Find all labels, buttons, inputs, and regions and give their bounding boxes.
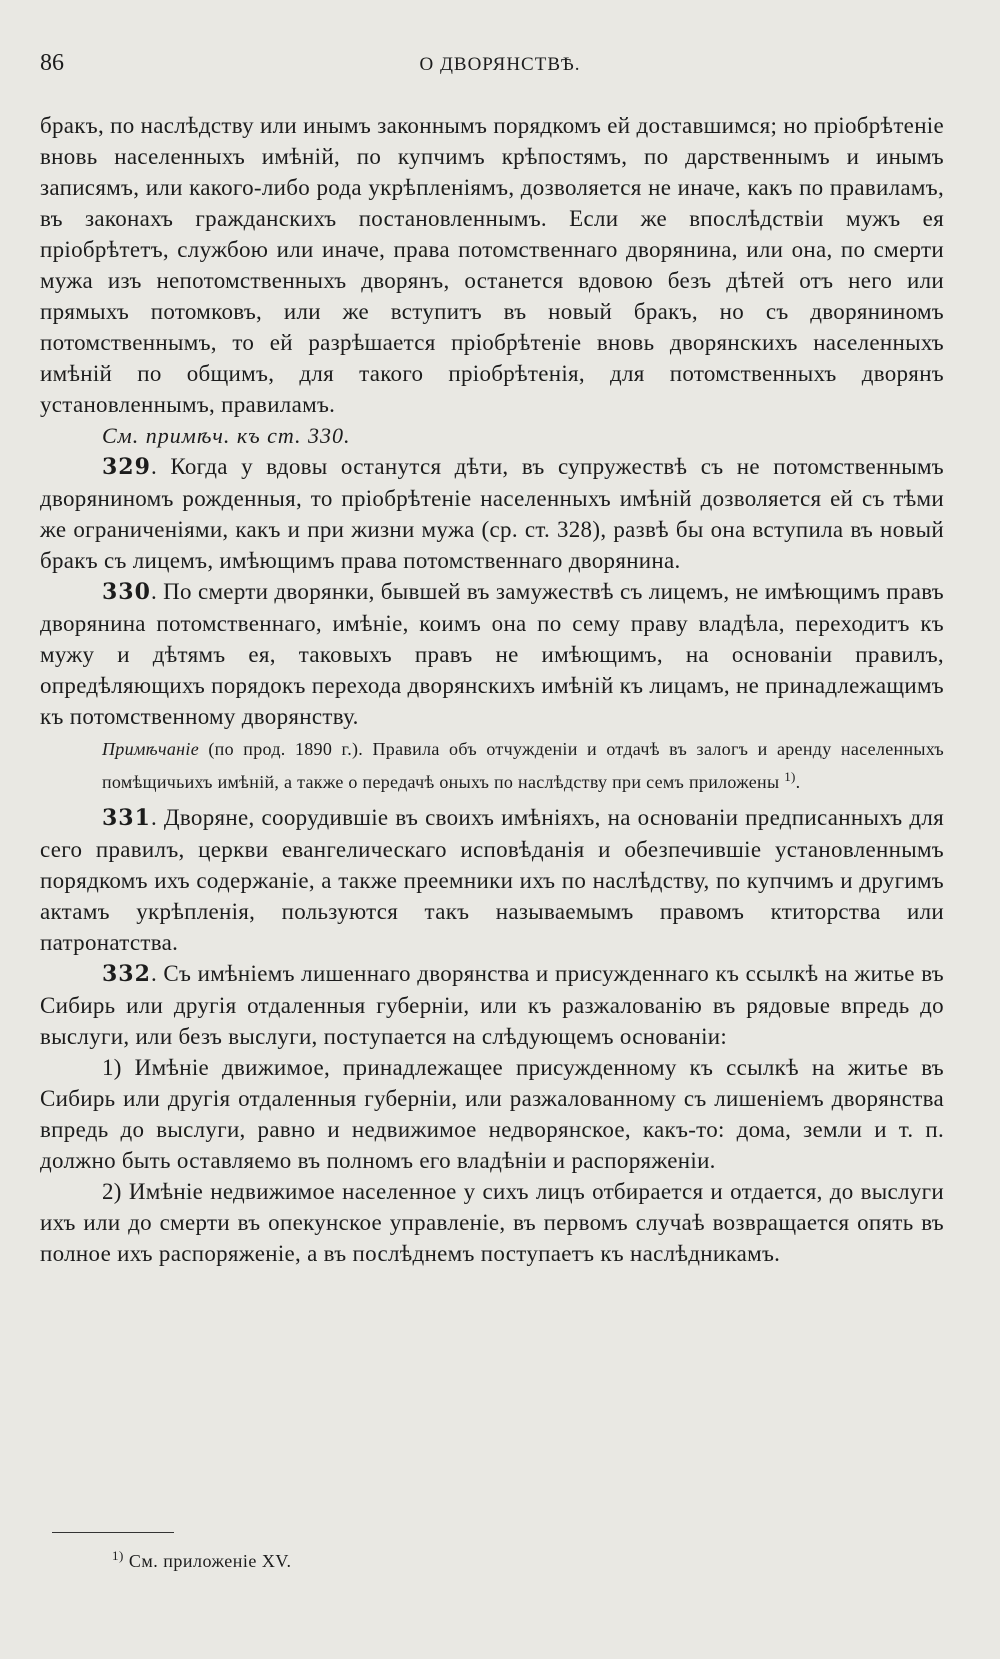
footnote-number: 1) [112, 1548, 124, 1563]
article-number: 332 [102, 961, 151, 987]
footnote-text: См. приложеніе XV. [123, 1551, 292, 1571]
list-item-1: 1) Имѣніе движимое, принадлежащее присужденному къ ссылкѣ на житье въ Сибирь или другія отдаленныя губерніи, или разжалованному съ лишеніемъ дворянства впредь до выслуги, равно и недвижимое недворянское, какъ-то: дома, земли и т. п. должно быть оставляемо въ полномъ его владѣніи и распоряженіи. [40, 1055, 944, 1173]
article-331 [40, 802, 944, 958]
article-text: . Дворяне, соорудившіе въ своихъ имѣніяхъ, на основаніи предписанныхъ для сего правилъ, церкви евангелическаго исповѣданія и обезпечившіе установленнымъ порядкомъ ихъ содержаніе, а также преемники ихъ по наслѣдству, по купчимъ и другимъ актамъ укрѣпленія, пользуются такъ называемымъ правомъ ктиторства или патронатства. [40, 805, 944, 955]
note-text: (по прод. 1890 г.). Правила объ отчужденіи и отдачѣ въ залогъ и аренду населенныхъ помѣщичьихъ имѣній, а также о передачѣ оныхъ по наслѣдству при семъ приложены [102, 739, 944, 792]
paragraph-continuation: бракъ, по наслѣдству или инымъ законнымъ порядкомъ ей доставшимся; но пріобрѣтеніе вновь населенныхъ имѣній, по купчимъ крѣпостямъ, по дарственнымъ и инымъ записямъ, или какого-либо рода укрѣпленіямъ, дозволяется не иначе, какъ по правиламъ, въ законахъ гражданскихъ постановленнымъ. Если же впослѣдствіи мужъ ея пріобрѣтетъ, службою или иначе, права потомственнаго дворянина, или она, по смерти мужа изъ непотомственныхъ дворянъ, останется вдовою безъ дѣтей отъ него или прямыхъ потомковъ, или же вступитъ въ новый бракъ, но съ дворяниномъ потомственнымъ, то ей разрѣшается пріобрѣтеніе вновь дворянскихъ населенныхъ имѣній по общимъ, для такого пріобрѣтенія, для потомственныхъ дворянъ установленнымъ, правиламъ. [40, 113, 944, 417]
page-body [40, 110, 944, 1269]
article-number: 330 [102, 579, 151, 605]
article-330 [40, 576, 944, 732]
list-item-2: 2) Имѣніе недвижимое населенное у сихъ лицъ отбирается и отдается, до выслуги ихъ или до смерти въ опекунское управленіе, въ первомъ случаѣ возвращается опять въ полное ихъ распоряженіе, а въ послѣднемъ поступаетъ къ наслѣдникамъ. [40, 1179, 944, 1266]
article-text: . Съ имѣніемъ лишеннаго дворянства и присужденнаго къ ссылкѣ на житье въ Сибирь или другія отдаленныя губерніи, или къ разжалованію въ рядовые впредь до выслуги, или безъ выслуги, поступается на слѣдующемъ основаніи: [40, 961, 944, 1049]
footnote-divider [52, 1532, 174, 1533]
footnote-marker: 1) [784, 769, 796, 784]
cross-reference: См. примѣч. къ ст. 330. [102, 423, 351, 448]
article-text: . Когда у вдовы останутся дѣти, въ супружествѣ съ не потомственнымъ дворяниномъ рожденныя, то пріобрѣтеніе населенныхъ имѣній дозволяется ей съ тѣми же ограниченіями, какъ и при жизни мужа (ср. ст. 328), развѣ бы она вступила въ новый бракъ съ лицемъ, имѣющимъ права потомственнаго дворянина. [40, 454, 944, 573]
article-number: 331 [102, 805, 151, 831]
note-block: Примѣчаніе (по прод. 1890 г.). Правила объ отчужденіи и отдачѣ въ залогъ и аренду населенныхъ помѣщичьихъ имѣній, а также о передачѣ оныхъ по наслѣдству при семъ приложены $^{1)}$. [102, 739, 944, 792]
article-number: 329 [102, 454, 151, 480]
article-332 [40, 958, 944, 1052]
article-329 [40, 451, 944, 576]
running-title: О ДВОРЯНСТВѢ. [419, 54, 581, 75]
article-text: . По смерти дворянки, бывшей въ замужествѣ съ лицемъ, не имѣющимъ правъ дворянина потомственнаго, имѣніе, коимъ она по сему праву владѣла, переходитъ къ мужу и дѣтямъ ея, таковыхъ правъ не имѣющимъ, на основаніи правилъ, опредѣляющихъ порядокъ перехода дворянскихъ имѣній къ лицамъ, не принадлежащимъ къ потомственному дворянству. [40, 579, 944, 729]
note-title: Примѣчаніе [102, 739, 199, 759]
footnote [112, 1548, 292, 1572]
page-number: 86 [40, 50, 64, 76]
page-header [40, 50, 960, 84]
